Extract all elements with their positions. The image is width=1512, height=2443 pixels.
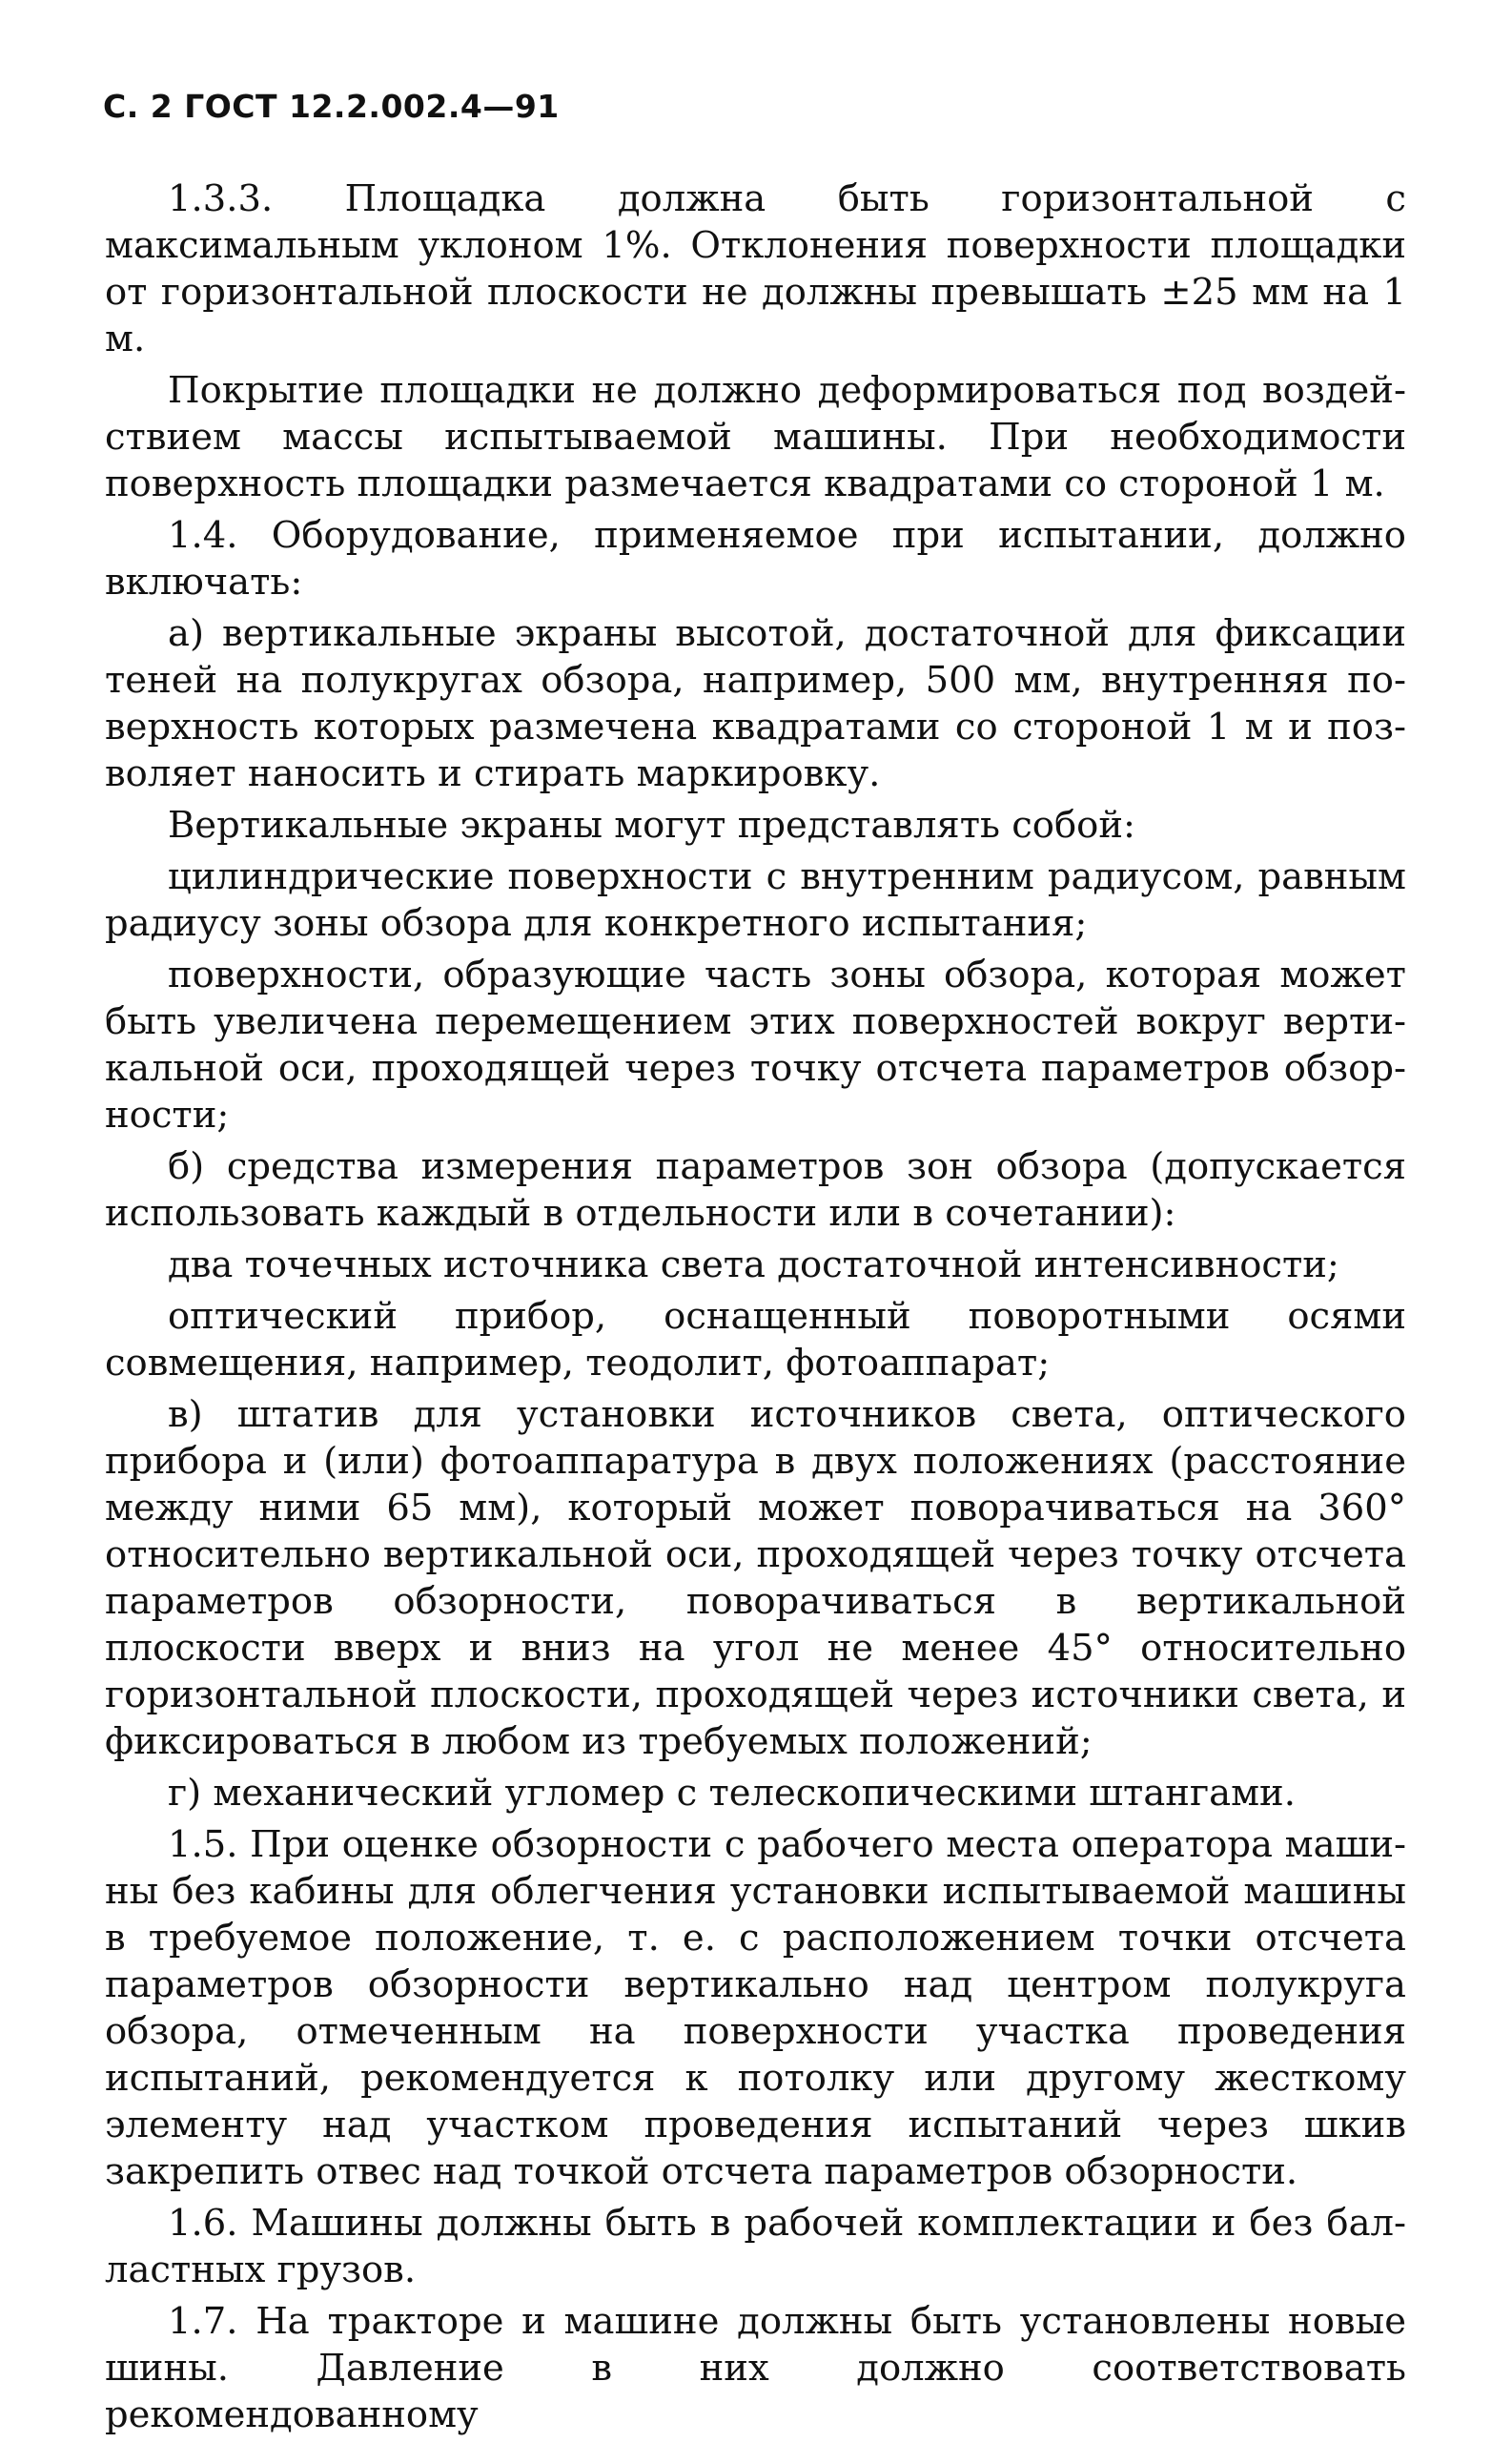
paragraph: г) механический угломер с телескопическими штангами. <box>168 1772 1296 1815</box>
document-body <box>105 175 1406 2443</box>
paragraph: 1.5. При оценке обзорности с рабочего места оператора машины без кабины для облегчения установки испытываемой машины в требуемое положение, т. е. с расположением точки отсчета параметров обзорности вертикально над центром полукруга обзора, отмеченным на поверхности участка проведения испытаний, рекомендуется к потолку или другому жесткому элементу над участком проведения испытаний через шкив закрепить отвес над точкой отсчета параметров обзорности. <box>105 1823 1406 2193</box>
paragraph: 1.7. На тракторе и машине должны быть установлены новые шины. Давление в них должно соответствовать рекомендованному <box>105 2300 1406 2436</box>
paragraph: 1.3.3. Площадка должна быть горизонтальной с максимальным уклоном 1%. Отклонения поверхности площадки от горизонтальной плоскости не должны превышать ±25 мм на 1 м. <box>105 177 1406 360</box>
paragraph: а) вертикальные экраны высотой, достаточной для фиксации теней на полукругах обзора, например, 500 мм, внутренняя поверхность которых размечена квадратами со стороной 1 м и позволяет наносить и стирать маркировку. <box>105 612 1406 795</box>
paragraph: Покрытие площадки не должно деформироваться под воздействием массы испытываемой машины. При необходимости поверхность площадки размечается квадратами со стороной 1 м. <box>105 369 1406 505</box>
paragraph: 1.4. Оборудование, применяемое при испытании, должно включать: <box>105 514 1406 604</box>
page-header: С. 2 ГОСТ 12.2.002.4—91 <box>103 88 560 125</box>
paragraph: в) штатив для установки источников света, оптического прибора и (или) фотоаппаратура в двух положениях (расстояние между ними 65 мм), который может поворачиваться на 360° относительно вертикальной оси, проходящей через точку отсчета параметров обзорности, поворачиваться в вертикальной плоскости вверх и вниз на угол не менее 45° относительно горизонтальной плоскости, проходящей через источники света, и фиксироваться в любом из требуемых положений; <box>105 1393 1406 1763</box>
paragraph: 1.6. Машины должны быть в рабочей комплектации и без балластных грузов. <box>105 2202 1406 2291</box>
paragraph: поверхности, образующие часть зоны обзора, которая может быть увеличена перемещением этих поверхностей вокруг вертикальной оси, проходящей через точку отсчета параметров обзорности; <box>105 954 1406 1137</box>
paragraph: б) средства измерения параметров зон обзора (допускается использовать каждый в отдельности или в сочетании): <box>105 1145 1406 1235</box>
paragraph: Вертикальные экраны могут представлять собой: <box>168 804 1135 847</box>
paragraph: два точечных источника света достаточной интенсивности; <box>168 1243 1339 1286</box>
paragraph: цилиндрические поверхности с внутренним радиусом, равным радиусу зоны обзора для конкретного испытания; <box>105 855 1406 945</box>
paragraph: оптический прибор, оснащенный поворотными осями совмещения, например, теодолит, фотоаппарат; <box>105 1295 1406 1385</box>
